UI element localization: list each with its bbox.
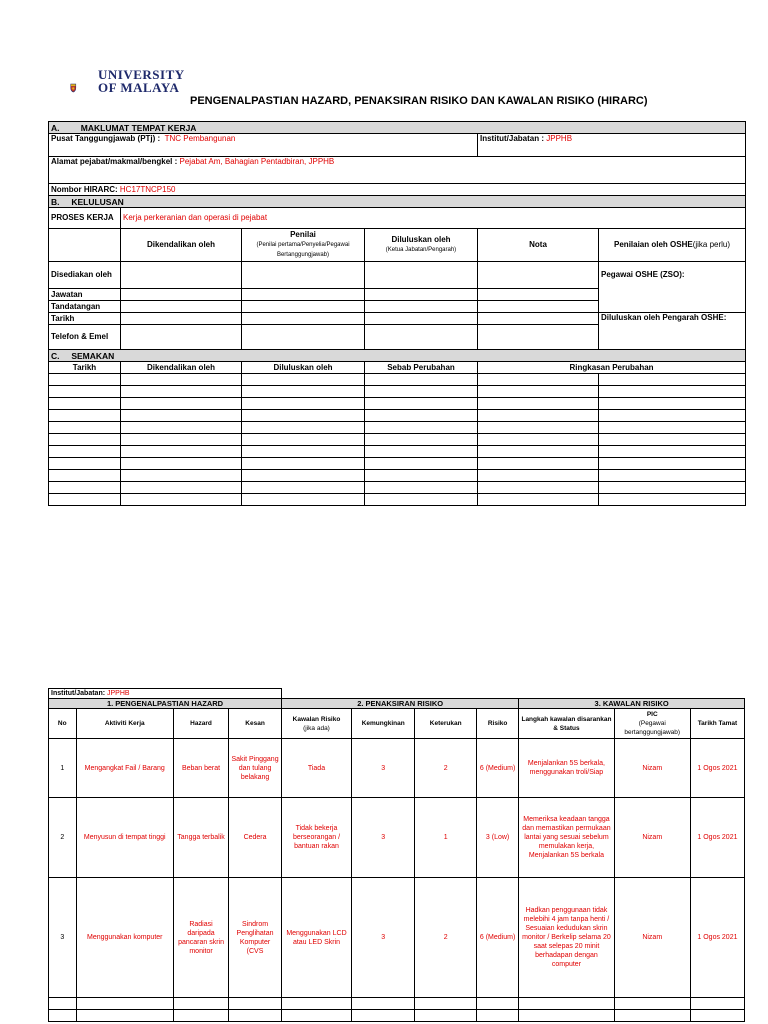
- semakan-row: [49, 422, 746, 434]
- institut-cell: Institut/Jabatan : JPPHB: [478, 134, 746, 157]
- nombor-hirarc-cell: Nombor HIRARC: HC17TNCP150: [49, 184, 746, 196]
- row-tandatangan: Tandatangan: [49, 301, 121, 313]
- hdr-tarikh: Tarikh Tamat: [690, 709, 744, 739]
- semakan-row: [49, 470, 746, 482]
- semakan-row: [49, 398, 746, 410]
- pegawai-oshe-cell: Pegawai OSHE (ZSO):: [599, 262, 746, 313]
- sec-pengenalpastian: 1. PENGENALPASTIAN HAZARD: [49, 699, 282, 709]
- university-crest-icon: [70, 68, 98, 108]
- semakan-row: [49, 446, 746, 458]
- semakan-row: [49, 386, 746, 398]
- semakan-row: [49, 410, 746, 422]
- row-telefon: Telefon & Emel: [49, 325, 121, 350]
- semakan-row: [49, 434, 746, 446]
- hazard-table: [48, 688, 745, 1022]
- hdr-aktiviti: Aktiviti Kerja: [76, 709, 173, 739]
- proses-kerja-label: PROSES KERJA: [49, 208, 121, 229]
- university-name: UNIVERSITY OF MALAYA: [98, 67, 185, 95]
- hdr-hazard: Hazard: [173, 709, 228, 739]
- hdr-kemungkinan: Kemungkinan: [351, 709, 415, 739]
- col-c-diluluskan: Diluluskan oleh: [242, 362, 365, 374]
- hdr-langkah: Langkah kawalan disarankan & Status: [519, 709, 614, 739]
- hdr-pic: PIC (Pegawai bertanggungjawab): [614, 709, 690, 739]
- row-disediakan: Disediakan oleh: [49, 262, 121, 289]
- col-c-ringkasan: Ringkasan Perubahan: [478, 362, 746, 374]
- hazard-institut-cell: Institut/Jabatan: JPPHB: [49, 689, 282, 699]
- col-penilai: Penilai (Penilai pertama/Penyelia/Pegawai Bertanggungjawab): [242, 229, 365, 262]
- row-jawatan: Jawatan: [49, 289, 121, 301]
- hirarc-form-table: [48, 121, 746, 506]
- hdr-kesan: Kesan: [229, 709, 282, 739]
- table-row: [49, 998, 745, 1010]
- section-c-header: C. SEMAKAN: [49, 350, 746, 362]
- semakan-row: [49, 482, 746, 494]
- row-tarikh: Tarikh: [49, 313, 121, 325]
- section-b-header: B. KELULUSAN: [49, 196, 746, 208]
- col-c-tarikh: Tarikh: [49, 362, 121, 374]
- document-title: PENGENALPASTIAN HAZARD, PENAKSIRAN RISIKO DAN KAWALAN RISIKO (HIRARC): [190, 95, 648, 107]
- col-dikendalikan: Dikendalikan oleh: [121, 229, 242, 262]
- alamat-cell: Alamat pejabat/makmal/bengkel : Pejabat Am, Bahagian Pentadbiran, JPPHB: [49, 157, 746, 184]
- semakan-row: [49, 494, 746, 506]
- col-diluluskan: Diluluskan oleh (Ketua Jabatan/Pengarah): [365, 229, 478, 262]
- col-c-sebab: Sebab Perubahan: [365, 362, 478, 374]
- hdr-kawalan: Kawalan Risiko (jika ada): [282, 709, 352, 739]
- table-row: 1 Mengangkat Fail / Barang Beban berat Sakit Pinggang dan tulang belakang Tiada 3 2 6 (Medium) Menjalankan 5S berkala, menggunakan troli/Siap Nizam 1 Ogos 2021: [49, 739, 745, 798]
- semakan-row: [49, 374, 746, 386]
- col-c-dikendalikan: Dikendalikan oleh: [121, 362, 242, 374]
- proses-kerja-value: Kerja perkeranian dan operasi di pejabat: [121, 208, 746, 229]
- col-nota: Nota: [478, 229, 599, 262]
- table-row: [49, 1010, 745, 1022]
- semakan-row: [49, 458, 746, 470]
- table-row: 2 Menyusun di tempat tinggi Tangga terbalik Cedera Tidak bekerja berseorangan / bantuan rakan 3 1 3 (Low) Memeriksa keadaan tangga dan memastikan permukaan lantai yang sesuai sebelum memulakan kerja, Menjalankan 5S berkala Nizam 1 Ogos 2021: [49, 798, 745, 878]
- col-penilaian-oshe: Penilaian oleh OSHE(jika perlu): [599, 229, 746, 262]
- section-a-header: A. MAKLUMAT TEMPAT KERJA: [49, 122, 746, 134]
- hdr-risiko: Risiko: [476, 709, 518, 739]
- sec-kawalan: 3. KAWALAN RISIKO: [519, 699, 745, 709]
- sec-penaksiran: 2. PENAKSIRAN RISIKO: [282, 699, 519, 709]
- diluluskan-pengarah-cell: Diluluskan oleh Pengarah OSHE:: [599, 313, 746, 350]
- hdr-no: No: [49, 709, 77, 739]
- table-row: 3 Menggunakan komputer Radiasi daripada pancaran skrin monitor Sindrom Penglihatan Komputer (CVS Menggunakan LCD atau LED Skrin 3 2 6 (Medium) Hadkan penggunaan tidak melebihi 4 jam tanpa henti / Sesuaian kedudukan skrin monitor / Berkelip selama 20 saat selepas 20 minit berhadapan dengan computer Nizam 1 Ogos 2021: [49, 878, 745, 998]
- ptj-cell: Pusat Tanggungjawab (PTj) : TNC Pembangunan: [49, 134, 478, 157]
- hdr-keterukan: Keterukan: [415, 709, 476, 739]
